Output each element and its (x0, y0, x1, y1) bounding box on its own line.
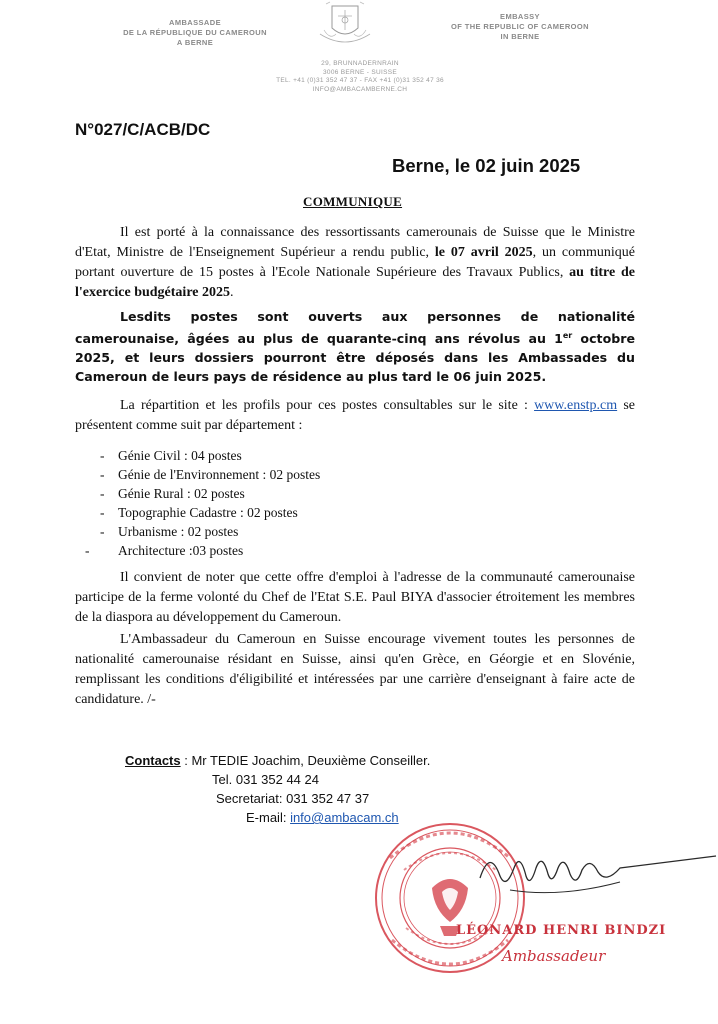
header-left-line1: AMBASSADE (169, 18, 221, 27)
p3-text2: se présentent comme suit par département : (75, 398, 635, 433)
dept-item-label: Génie Rural : 02 postes (118, 486, 245, 501)
contacts-line (125, 751, 545, 770)
header-address (230, 60, 490, 94)
header-right-line2: OF THE REPUBLIC OF CAMEROON (451, 22, 589, 31)
document-date: Berne, le 02 juin 2025 (392, 155, 581, 176)
dept-item-label: Architecture :03 postes (118, 543, 244, 558)
signatory-title: Ambassadeur (502, 947, 606, 965)
p1-text3: . (230, 285, 234, 300)
header-right (420, 12, 620, 42)
dept-item-label: Génie de l'Environnement : 02 postes (118, 467, 321, 482)
p1-text2: , un communiqué portant ouverture de 15 postes à l'Ecole Nationale Supérieure des Travaux Publics, (75, 245, 635, 280)
document-title: COMMUNIQUE (303, 194, 403, 209)
paragraph-2 (75, 307, 635, 386)
paragraph-5 (75, 630, 635, 710)
list-item: - Architecture :03 postes (85, 543, 244, 558)
address-line2: 3006 BERNE - SUISSE (323, 68, 397, 76)
list-item: - Génie Rural : 02 postes (100, 486, 245, 501)
p2-sup: er (562, 331, 573, 340)
handwritten-signature-icon (470, 838, 718, 908)
list-item: - Génie Civil : 04 postes (100, 448, 242, 463)
header-left-line2: DE LA RÉPUBLIQUE DU CAMEROUN (123, 28, 267, 37)
address-line3: TEL. +41 (0)31 352 47 37 - FAX +41 (0)31 352 47 36 (276, 77, 444, 84)
department-list (85, 446, 321, 560)
p5-text: L'Ambassadeur du Cameroun en Suisse encourage vivement toutes les personnes de nationalité camerounaise résidant en Suisse, ainsi qu'en Grèce, en Géorgie et en Slovénie, remplissant les conditions d'éligibilité et intéressées par une carrière d'enseignant à faire acte de candidature. /- (75, 632, 635, 707)
contacts-label: Contacts (125, 753, 181, 768)
email-label: E-mail: (246, 810, 291, 825)
p1-text1: Il est porté à la connaissance des ressortissants camerounais de Suisse que le Ministre d'Etat, Ministre de l'Enseignement Supérieur a rendu public, (75, 225, 635, 260)
dept-item-label: Urbanisme : 02 postes (118, 524, 239, 539)
enstp-link[interactable]: www.enstp.cm (534, 398, 618, 413)
header-left (95, 18, 295, 48)
p2-text2: octobre 2025, et leurs dossiers pourront être déposés dans les Ambassades du Cameroun de leurs pays de résidence au plus tard le 06 juin 2025. (75, 331, 635, 385)
signatory-name: LÉONARD HENRI BINDZI (456, 923, 667, 938)
paragraph-3 (75, 396, 635, 436)
contacts-block (125, 751, 545, 827)
p1-bold2: au titre de l'exercice budgétaire 2025 (75, 265, 635, 300)
paragraph-1 (75, 223, 635, 303)
address-line4: INFO@AMBACAMBERNE.CH (312, 85, 408, 93)
list-item: - Topographie Cadastre : 02 postes (100, 505, 298, 520)
contacts-tel: Tel. 031 352 44 24 (212, 772, 319, 787)
dept-item-label: Génie Civil : 04 postes (118, 448, 242, 463)
p3-text1: La répartition et les profils pour ces postes consultables sur le site : (120, 398, 535, 413)
list-item: - Urbanisme : 02 postes (100, 524, 239, 539)
cameroon-emblem-icon (310, 0, 380, 50)
contacts-person: : Mr TEDIE Joachim, Deuxième Conseiller. (180, 753, 431, 768)
p1-bold1: le 07 avril 2025 (434, 245, 533, 260)
email-link[interactable]: info@ambacam.ch (290, 810, 399, 825)
list-item: - Génie de l'Environnement : 02 postes (100, 467, 321, 482)
paragraph-4 (75, 568, 635, 628)
header-right-line1: EMBASSY (500, 12, 540, 21)
reference-number: N°027/C/ACB/DC (75, 120, 211, 139)
dept-item-label: Topographie Cadastre : 02 postes (118, 505, 298, 520)
p2-text1: Lesdits postes sont ouverts aux personnes de nationalité camerounaise, âgées au plus de quarante-cinq ans révolus au 1 (75, 309, 635, 347)
address-line1: 29, BRUNNADERNRAIN (321, 60, 399, 67)
p4-text: Il convient de noter que cette offre d'emploi à l'adresse de la communauté camerounaise participe de la ferme volonté du Chef de l'Etat S.E. Paul BIYA d'associer étroitement les membres de la diaspora au développement du Cameroun. (75, 570, 635, 625)
contacts-secretariat: Secretariat: 031 352 47 37 (216, 791, 370, 806)
header-right-line3: IN BERNE (500, 32, 540, 41)
header-left-line3: A BERNE (176, 38, 214, 47)
